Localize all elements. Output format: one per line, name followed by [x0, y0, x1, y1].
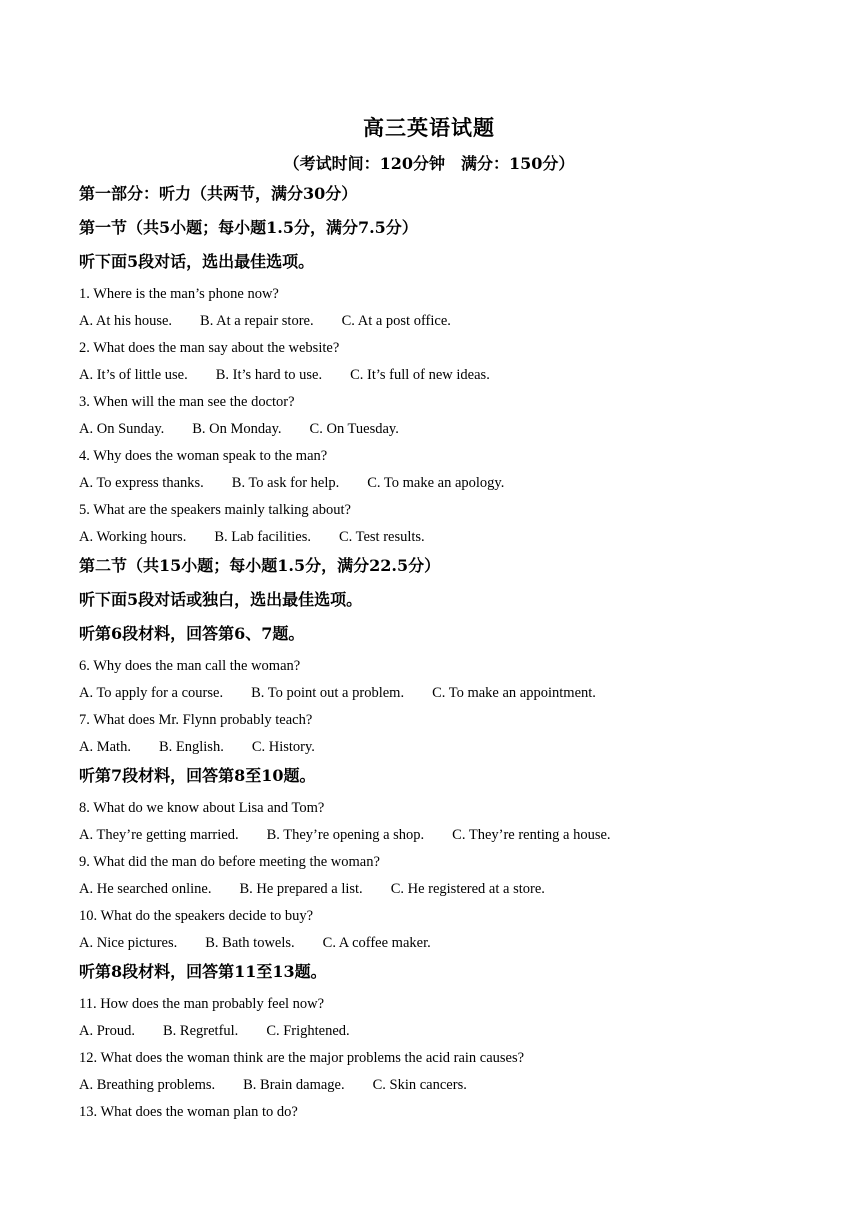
answer-option: B. Lab facilities. [214, 529, 311, 545]
answer-option: C. To make an appointment. [432, 685, 596, 701]
answer-option: B. Regretful. [163, 1023, 239, 1039]
answer-option: A. Breathing problems. [79, 1077, 216, 1093]
answer-options [79, 877, 779, 904]
answer-option: A. On Sunday. [79, 421, 165, 437]
answer-option: B. To ask for help. [231, 475, 340, 491]
answer-option: B. It’s hard to use. [215, 367, 323, 383]
section-heading: 听第8段材料，回答第11至13题。 [79, 962, 327, 981]
exam-body [79, 180, 779, 1127]
answer-option: C. It’s full of new ideas. [350, 367, 490, 383]
question-text: 10. What do the speakers decide to buy? [79, 908, 314, 924]
answer-option: C. At a post office. [341, 313, 451, 329]
answer-option: A. To express thanks. [79, 475, 204, 491]
section-heading: 听下面5段对话，选出最佳选项。 [79, 252, 315, 271]
answer-option: B. At a repair store. [200, 313, 314, 329]
answer-option: C. On Tuesday. [309, 421, 399, 437]
answer-option: B. Bath towels. [205, 935, 295, 951]
answer-option: A. Nice pictures. [79, 935, 178, 951]
question-text: 12. What does the woman think are the major problems the acid rain causes? [79, 1050, 525, 1066]
section-heading: 第一节（共5小题；每小题1.5分，满分7.5分） [79, 218, 418, 237]
answer-options [79, 1073, 779, 1100]
answer-options [79, 1019, 779, 1046]
section-heading: 听下面5段对话或独白，选出最佳选项。 [79, 590, 363, 609]
question-text: 1. Where is the man’s phone now? [79, 286, 279, 302]
answer-option: C. Skin cancers. [372, 1077, 467, 1093]
answer-option: B. They’re opening a shop. [266, 827, 425, 843]
answer-option: C. They’re renting a house. [452, 827, 611, 843]
answer-option: C. History. [251, 739, 315, 755]
answer-option: B. Brain damage. [243, 1077, 345, 1093]
section-heading: 听第6段材料，回答第6、7题。 [79, 624, 305, 643]
answer-option: B. To point out a problem. [251, 685, 405, 701]
section-heading: 第一部分：听力（共两节，满分30分） [79, 184, 358, 203]
section-heading: 听第7段材料，回答第8至10题。 [79, 766, 316, 785]
answer-options [79, 681, 779, 708]
answer-options [79, 471, 779, 498]
answer-option: A. He searched online. [79, 881, 212, 897]
answer-options [79, 417, 779, 444]
answer-option: C. Frightened. [266, 1023, 350, 1039]
answer-options [79, 309, 779, 336]
answer-option: B. English. [158, 739, 224, 755]
answer-options [79, 525, 779, 552]
answer-option: C. To make an apology. [367, 475, 505, 491]
question-text: 7. What does Mr. Flynn probably teach? [79, 712, 313, 728]
page-title: 高三英语试题 [363, 115, 495, 140]
answer-option: A. At his house. [79, 313, 173, 329]
answer-option: A. To apply for a course. [79, 685, 224, 701]
answer-options [79, 931, 779, 958]
answer-option: C. Test results. [338, 529, 425, 545]
answer-option: A. Math. [79, 739, 131, 755]
question-text: 5. What are the speakers mainly talking about? [79, 502, 351, 518]
answer-option: A. Proud. [79, 1023, 135, 1039]
answer-options [79, 363, 779, 390]
question-text: 6. Why does the man call the woman? [79, 658, 301, 674]
answer-option: A. They’re getting married. [79, 827, 239, 843]
exam-info: （考试时间：120分钟 满分：150分） [283, 154, 575, 173]
answer-option: C. A coffee maker. [322, 935, 431, 951]
question-text: 4. Why does the woman speak to the man? [79, 448, 328, 464]
answer-option: A. Working hours. [79, 529, 187, 545]
question-text: 3. When will the man see the doctor? [79, 394, 295, 410]
question-text: 2. What does the man say about the website? [79, 340, 340, 356]
question-text: 9. What did the man do before meeting the woman? [79, 854, 380, 870]
answer-option: B. He prepared a list. [239, 881, 363, 897]
answer-options [79, 735, 779, 762]
section-heading: 第二节（共15小题；每小题1.5分，满分22.5分） [79, 556, 441, 575]
answer-option: C. He registered at a store. [390, 881, 545, 897]
answer-option: A. It’s of little use. [79, 367, 188, 383]
answer-options [79, 823, 779, 850]
question-text: 8. What do we know about Lisa and Tom? [79, 800, 325, 816]
question-text: 11. How does the man probably feel now? [79, 996, 325, 1012]
answer-option: B. On Monday. [192, 421, 282, 437]
question-text: 13. What does the woman plan to do? [79, 1104, 298, 1120]
